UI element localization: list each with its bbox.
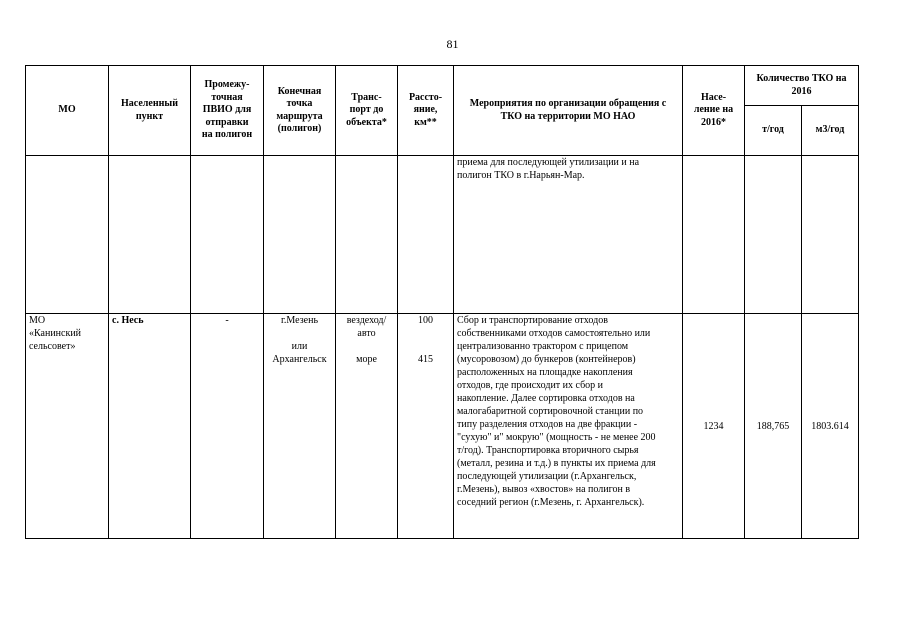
table-row	[26, 156, 859, 314]
header-tons: т/год	[745, 106, 802, 156]
cell-tons	[745, 156, 802, 314]
header-transport: Транс- порт до объекта*	[336, 66, 398, 156]
page-number: 81	[446, 37, 459, 51]
header-settlement: Населенный пункт	[109, 66, 191, 156]
cell-population: 1234	[683, 314, 745, 539]
cell-mo	[26, 156, 109, 314]
cell-transport	[336, 156, 398, 314]
cell-measures: приема для последующей утилизации и на полигон ТКО в г.Нарьян-Мар.	[454, 156, 683, 314]
cell-population	[683, 156, 745, 314]
cell-tons: 188,765	[745, 314, 802, 539]
header-population: Насе- ление на 2016*	[683, 66, 745, 156]
header-m3: м3/год	[802, 106, 859, 156]
cell-endpoint: г.Мезень или Архангельск	[264, 314, 336, 539]
waste-management-table	[25, 65, 859, 539]
cell-m3: 1803.614	[802, 314, 859, 539]
header-endpoint: Конечная точка маршрута (полигон)	[264, 66, 336, 156]
cell-intermediate: -	[191, 314, 264, 539]
cell-settlement: с. Несь	[109, 314, 191, 539]
header-row-top	[26, 66, 859, 106]
cell-distance: 100 415	[398, 314, 454, 539]
cell-measures: Сбор и транспортирование отходов собственниками отходов самостоятельно или централизованно трактором с прицепом (мусоровозом) до бункеров (контейнеров) расположенных на площадке накопления отходов, где происходит их сбор и накопление. Далее сортировка отходов на малогабаритной сортировочной станции по типу разделения отходов на две фракции - "сухую" и" мокрую" (мощность - не менее 200 т/год). Транспортировка вторичного сырья (металл, резина и т.д.) в пункты их приема для последующей утилизации (г.Архангельск, г.Мезень), вывоз «хвостов» на полигон в соседний регион (г.Мезень, г. Архангельск).	[454, 314, 683, 539]
header-distance: Рассто- яние, км**	[398, 66, 454, 156]
table-row	[26, 314, 859, 539]
header-tko-quantity: Количество ТКО на 2016	[745, 66, 859, 106]
cell-distance	[398, 156, 454, 314]
cell-m3	[802, 156, 859, 314]
cell-intermediate	[191, 156, 264, 314]
cell-mo: МО «Канинский сельсовет»	[26, 314, 109, 539]
header-measures: Мероприятия по организации обращения с ТКО на территории МО НАО	[454, 66, 683, 156]
header-intermediate: Промежу- точная ПВИО для отправки на полигон	[191, 66, 264, 156]
cell-settlement	[109, 156, 191, 314]
header-mo: МО	[26, 66, 109, 156]
cell-transport: вездеход/ авто море	[336, 314, 398, 539]
cell-endpoint	[264, 156, 336, 314]
